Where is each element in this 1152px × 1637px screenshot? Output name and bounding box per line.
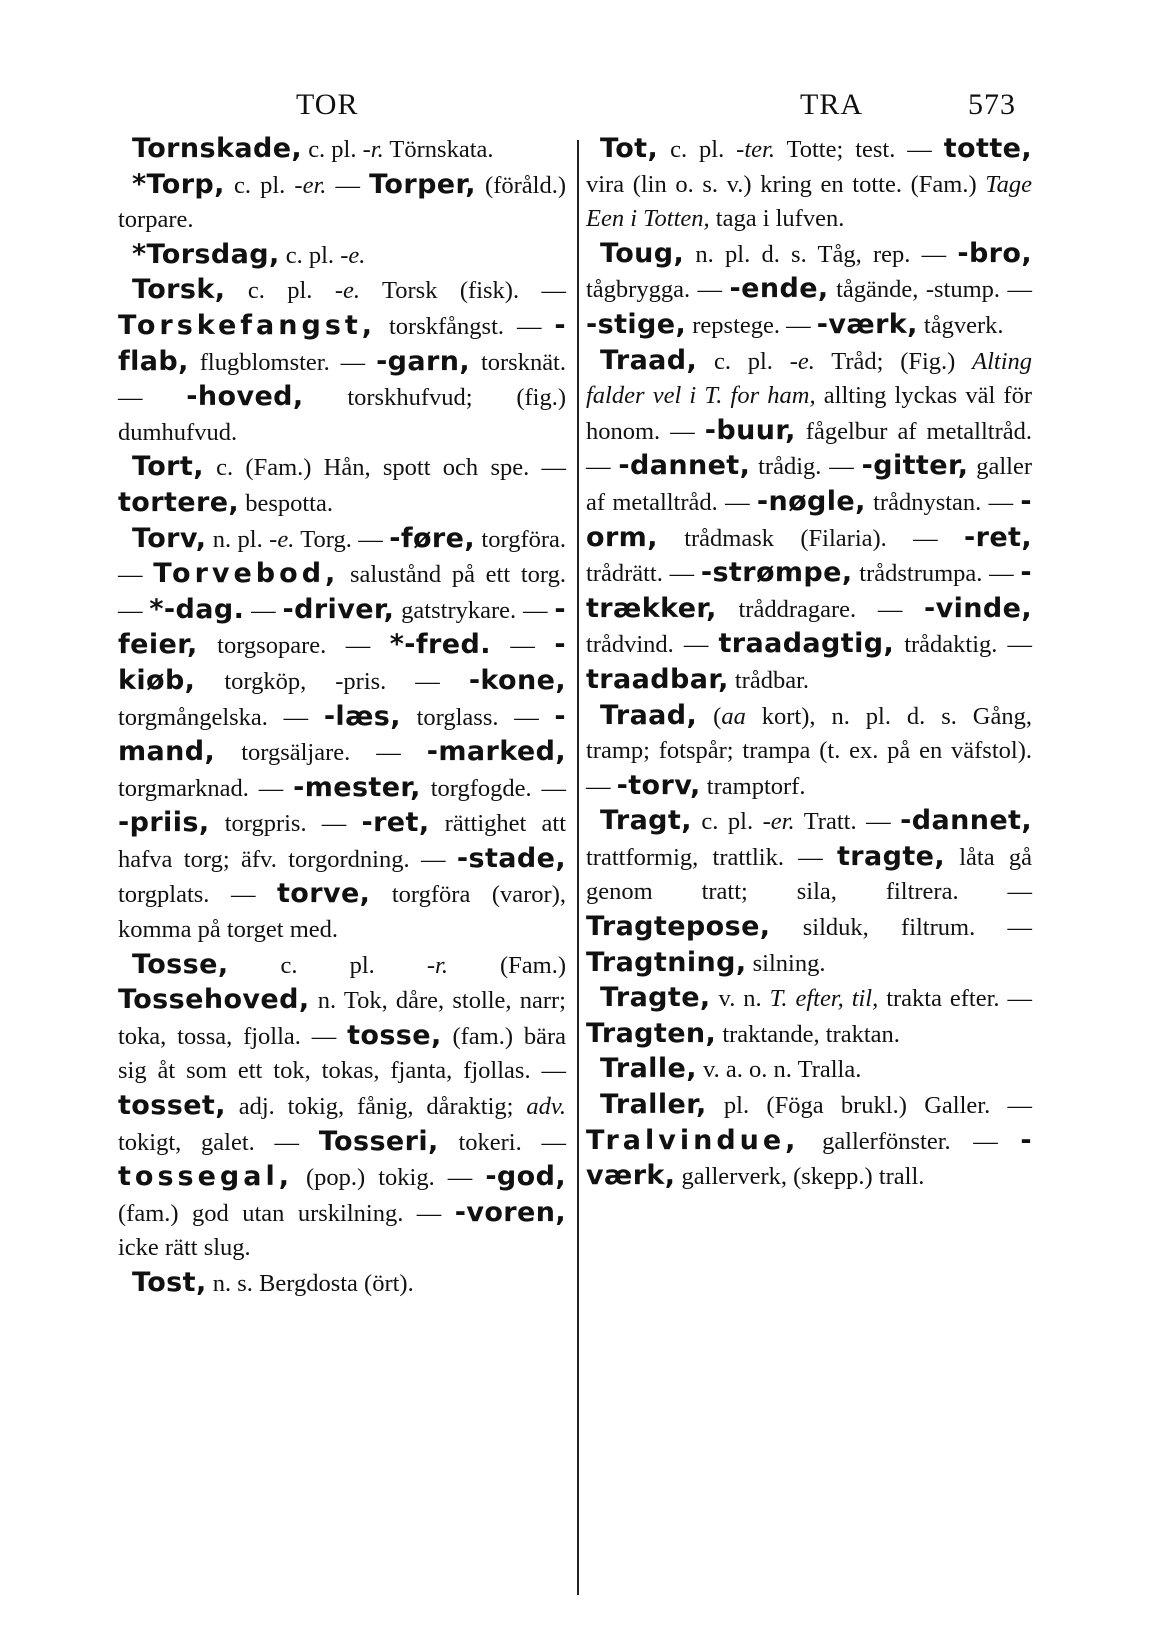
headword: Torper, <box>369 168 476 200</box>
entry-text: silning. <box>746 949 826 977</box>
entry-italic: -e. <box>789 347 815 375</box>
dictionary-entry <box>586 132 1032 237</box>
entry-italic: aa <box>721 702 746 730</box>
entry-text: taga i lufven. <box>709 205 845 233</box>
entry-italic: -e. <box>340 241 366 269</box>
headword: Traller, <box>600 1089 707 1121</box>
entry-text: torskfångst. — <box>376 312 555 340</box>
headword: -læs, <box>323 700 401 732</box>
entry-text: trådrätt. — <box>586 560 701 588</box>
headword: -priis, <box>118 807 210 839</box>
headword: -gitter, <box>861 450 969 482</box>
headword: Tost, <box>132 1267 207 1298</box>
headword: -trækker, <box>586 557 1032 624</box>
entry-text: tråddragare. — <box>716 595 925 623</box>
entry-text: (pop.) tokig. — <box>292 1164 486 1192</box>
entry-text: galler af metalltråd. — <box>586 453 1032 516</box>
entry-text: trattformig, trattlik. — <box>586 843 837 871</box>
entry-text: gallerfönster. — <box>799 1127 1021 1155</box>
headword: tosset, <box>118 1090 226 1122</box>
entry-italic: -e. <box>334 277 361 305</box>
entry-text: Tråd; (Fig.) <box>814 347 973 375</box>
entry-text: n. Tok, dåre, stolle, narr; toka, tossa, fjolla. — <box>118 987 566 1050</box>
headword: Tot, <box>600 133 659 164</box>
headword: Tosseri, <box>318 1125 439 1157</box>
entry-text: (Fam.) <box>447 951 567 979</box>
entry-text: n. pl. <box>206 525 270 553</box>
entry-text: torgköp, -pris. — <box>195 667 469 695</box>
entry-italic: -er. <box>762 808 795 836</box>
headword: Tragte, <box>600 982 711 1014</box>
entry-text: tågände, -stump. — <box>828 276 1032 304</box>
dictionary-entry <box>118 450 566 521</box>
entry-text: bespotta. <box>239 489 333 517</box>
headword: Tort, <box>132 451 204 483</box>
headword: Torsk, <box>132 274 226 306</box>
entry-text: kort), n. pl. d. s. Gång, tramp; fotspår; trampa (t. ex. på en väfstol). — <box>586 702 1032 800</box>
headword: Tornskade, <box>132 133 303 164</box>
entry-text: v. n. <box>710 985 770 1013</box>
entry-text: tokigt, galet. — <box>118 1128 319 1156</box>
entry-text: Torg. — <box>294 525 390 553</box>
entry-italic: -e. <box>269 525 295 553</box>
headword: tortere, <box>118 486 240 518</box>
headword: -nøgle, <box>756 485 866 517</box>
dictionary-entry <box>118 522 566 948</box>
headword: -buur, <box>704 414 796 446</box>
entry-text: gatstrykare. — <box>394 596 555 624</box>
headword: *Torsdag, <box>132 238 280 270</box>
headword: -mand, <box>118 700 566 768</box>
entry-text: rättighet att hafva torg; äfv. torgordning. — <box>118 810 566 873</box>
entry-text: torsknät. — <box>118 348 566 412</box>
entry-text: gallerverk, (skepp.) trall. <box>675 1163 925 1191</box>
entry-text: c. (Fam.) Hån, spott och spe. — <box>203 454 566 482</box>
entry-text: trådvind. — <box>586 631 719 659</box>
entry-text: torgfogde. — <box>420 774 566 802</box>
headword: -vinde, <box>924 592 1032 624</box>
entry-text: traktande, traktan. <box>716 1020 900 1048</box>
entry-text: — <box>326 171 370 199</box>
headword: -føre, <box>389 522 476 554</box>
headword: Toug, <box>600 237 685 269</box>
entry-text: torgmångelska. — <box>118 703 324 731</box>
headword: tragte, <box>836 840 945 872</box>
headword: traadbar, <box>586 663 729 695</box>
entry-text: trådbar. <box>728 666 810 694</box>
entry-text: c. pl. <box>691 808 763 836</box>
dictionary-entry <box>118 168 566 238</box>
headword: totte, <box>943 133 1032 164</box>
entry-italic: -r. <box>362 136 384 163</box>
dictionary-entry <box>586 1052 1032 1088</box>
entry-text: låta gå genom tratt; sila, filtrera. — <box>586 843 1032 906</box>
headword: -orm, <box>586 485 1032 553</box>
running-head-left: TOR <box>296 88 359 121</box>
entry-text: tågbrygga. — <box>586 276 730 304</box>
headword: -god, <box>485 1161 566 1193</box>
headword: -flab, <box>118 309 566 377</box>
entry-italic: -r. <box>426 951 448 979</box>
dictionary-entry <box>586 981 1032 1052</box>
entry-text: trådaktig. — <box>894 631 1032 659</box>
headword: torve, <box>276 878 371 910</box>
headword: *-dag. <box>149 593 245 625</box>
entry-text: torgföra. — <box>118 525 567 589</box>
headword: -kone, <box>468 664 566 696</box>
headword: -stige, <box>586 308 687 340</box>
dictionary-entry <box>586 344 1032 699</box>
entry-text: c. pl. <box>279 241 341 269</box>
entry-text: c. pl. <box>302 136 363 163</box>
headword: Traad, <box>600 699 698 731</box>
headword: -voren, <box>454 1196 566 1228</box>
headword: *-fred. <box>389 629 491 661</box>
entry-text: n. s. Bergdosta (ört). <box>206 1270 414 1297</box>
entry-text: c. pl. <box>658 136 737 163</box>
headword: Tragtepose, <box>586 911 771 943</box>
headword: Tragten, <box>586 1017 717 1049</box>
entry-italic: -er. <box>294 171 327 199</box>
entry-text: torskhufvud; (fig.) dumhufvud. <box>118 384 566 446</box>
dictionary-entry <box>118 273 566 450</box>
entry-text: silduk, filtrum. — <box>770 914 1032 942</box>
entry-text: torglass. — <box>400 703 555 731</box>
entry-text: ( <box>697 702 722 730</box>
entry-text: torgföra (varor), komma på torget med. <box>118 881 566 944</box>
entry-text: n. pl. d. s. Tåg, rep. — <box>684 240 958 268</box>
headword: -marked, <box>426 736 566 768</box>
entry-text: tågverk. <box>917 311 1004 339</box>
entry-text: (föråld.) torpare. <box>118 171 566 234</box>
headword: Tragt, <box>600 805 692 837</box>
entry-italic: T. efter, til, <box>769 985 879 1013</box>
entry-text: torgsopare. — <box>197 632 390 660</box>
headword: -driver, <box>282 593 395 625</box>
entry-text: adj. tokig, fånig, dåraktig; <box>225 1093 527 1121</box>
headword: -hoved, <box>186 381 304 413</box>
dictionary-entry <box>118 238 566 274</box>
headword: *Torp, <box>132 168 225 200</box>
entry-text: v. a. o. n. Tralla. <box>696 1056 862 1084</box>
dictionary-entry <box>586 804 1032 981</box>
entry-text: c. pl. <box>225 277 335 305</box>
entry-text: allting lyckas väl för honom. — <box>586 382 1032 445</box>
entry-text: vira (lin o. s. v.) kring en totte. (Fam.) <box>586 170 986 198</box>
headword: -ende, <box>729 273 829 305</box>
entry-text: Torsk (fisk). — <box>360 277 567 305</box>
headword: -bro, <box>957 237 1032 269</box>
entry-text: torgmarknad. — <box>118 774 294 802</box>
entry-text: trådstrumpa. — <box>852 560 1021 588</box>
entry-text: torgpris. — <box>209 810 362 838</box>
entry-text: (fam.) bära sig åt som ett tok, tokas, fjanta, fjollas. — <box>118 1022 566 1085</box>
headword: Tossehoved, <box>118 984 310 1016</box>
left-column <box>118 132 566 1302</box>
entry-text: pl. (Föga brukl.) Galler. — <box>706 1092 1032 1120</box>
dictionary-entry <box>118 1266 566 1302</box>
headword: Tralvindue, <box>586 1124 800 1156</box>
headword: Torvebod, <box>153 558 340 590</box>
entry-text: trådig. — <box>750 453 862 481</box>
headword: -dannet, <box>618 450 751 482</box>
dictionary-entry <box>118 132 566 168</box>
headword: -garn, <box>376 345 471 377</box>
headword: Torv, <box>132 522 207 554</box>
entry-text: tokeri. — <box>438 1128 566 1156</box>
headword: traadagtig, <box>718 628 895 660</box>
headword: -ret, <box>361 807 430 839</box>
entry-text: torgsäljare. — <box>215 739 427 767</box>
headword: Traad, <box>600 344 698 376</box>
entry-text: c. pl. <box>224 171 295 199</box>
entry-text: c. pl. <box>228 951 427 979</box>
headword: -feier, <box>118 593 567 661</box>
entry-text: fågelbur af metalltråd. — <box>586 417 1032 481</box>
entry-text: — <box>244 596 283 624</box>
entry-text: trakta efter. — <box>878 985 1032 1013</box>
running-head-center: TRA <box>800 88 863 121</box>
entry-text: Totte; test. — <box>774 136 944 163</box>
entry-text: tramptorf. <box>700 772 806 800</box>
page-number: 573 <box>968 88 1016 121</box>
column-divider <box>577 140 579 1595</box>
entry-italic: -ter. <box>736 136 775 163</box>
headword: -stade, <box>456 842 566 874</box>
headword: -mester, <box>293 771 421 803</box>
dictionary-entry <box>586 699 1032 805</box>
headword: Tosse, <box>132 948 229 980</box>
headword: -torv, <box>616 769 701 801</box>
entry-text: c. pl. <box>697 347 790 375</box>
entry-italic: adv. <box>526 1093 566 1121</box>
entry-text: salustånd på ett torg. — <box>118 561 566 624</box>
headword: -værk, <box>586 1124 1032 1192</box>
right-column <box>586 132 1032 1195</box>
entry-text: Tratt. — <box>794 808 901 836</box>
headword: Tragtning, <box>586 946 747 978</box>
dictionary-entry <box>586 1088 1032 1195</box>
headword: Tralle, <box>600 1053 697 1085</box>
entry-text: trådnystan. — <box>865 488 1021 516</box>
entry-italic: Alting falder vel i T. for ham, <box>586 347 1032 410</box>
headword: tossegal, <box>118 1161 293 1193</box>
entry-text: icke rätt slug. <box>118 1234 251 1262</box>
entry-text: flugblomster. — <box>188 348 377 376</box>
entry-text: (fam.) god utan urskilning. — <box>118 1199 455 1227</box>
entry-text: trådmask (Filaria). — <box>657 524 964 552</box>
entry-text: repstege. — <box>686 311 817 339</box>
headword: -strømpe, <box>700 557 853 589</box>
headword: tosse, <box>347 1019 442 1051</box>
entry-italic: Tage Een i Totten, <box>586 170 1032 233</box>
headword: -dannet, <box>900 805 1032 837</box>
headword: -ret, <box>964 521 1032 553</box>
entry-text: Törnskata. <box>383 136 494 163</box>
entry-text: — <box>490 632 555 660</box>
headword: Torskefangst, <box>118 309 377 341</box>
headword: -kiøb, <box>118 629 567 696</box>
dictionary-entry <box>118 948 566 1266</box>
dictionary-entry <box>586 237 1032 344</box>
entry-text: torgplats. — <box>118 881 277 909</box>
headword: -værk, <box>816 308 918 340</box>
